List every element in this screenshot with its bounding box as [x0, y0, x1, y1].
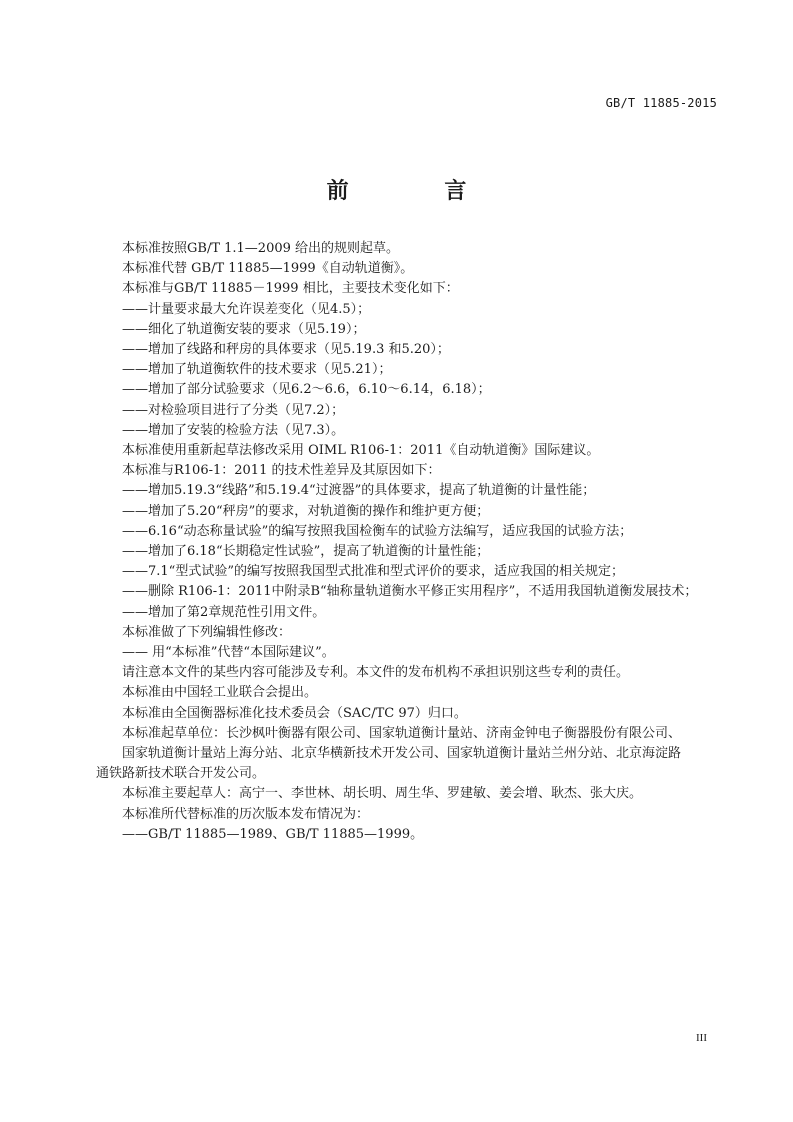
- standard-code: GB/T 11885-2015: [605, 96, 717, 110]
- paragraph: ——细化了轨道衡安装的要求（见5.19）；: [122, 321, 366, 337]
- paragraph: ——6.16“动态称量试验”的编写按照我国检衡车的试验方法编写，适应我国的试验方法；: [122, 523, 633, 539]
- paragraph: —— 用“本标准”代替“本国际建议”。: [122, 645, 335, 661]
- paragraph: 本标准所代替标准的历次版本发布情况为：: [122, 806, 370, 822]
- paragraph: 本标准与R106-1：2011 的技术性差异及其原因如下：: [122, 463, 441, 479]
- paragraph: ——GB/T 11885—1989、GB/T 11885—1999。: [122, 826, 424, 842]
- paragraph: ——增加了第2章规范性引用文件。: [122, 604, 326, 620]
- paragraph: 本标准由全国衡器标准化技术委员会（SAC/TC 97）归口。: [122, 705, 467, 721]
- page-title: 前 言: [326, 179, 511, 204]
- paragraph: 本标准使用重新起草法修改采用 OIML R106-1：2011《自动轨道衡》国际建议。: [122, 443, 600, 459]
- paragraph: ——对检验项目进行了分类（见7.2）；: [122, 402, 345, 418]
- paragraph: 本标准按照GB/T 1.1—2009 给出的规则起草。: [122, 241, 400, 256]
- paragraph: ——计量要求最大允许误差变化（见4.5）；: [122, 301, 371, 317]
- paragraph: 本标准由中国轻工业联合会提出。: [122, 685, 318, 701]
- paragraph: 本标准做了下列编辑性修改：: [122, 624, 292, 640]
- foreword-body: [96, 239, 716, 845]
- paragraph: ——删除 R106-1：2011中附录B“轴称量轨道衡水平修正实用程序”，不适用我国轨道衡发展技术；: [122, 584, 698, 600]
- paragraph: 通铁路新技术联合开发公司。: [96, 766, 266, 782]
- paragraph: ——增加了部分试验要求（见6.2～6.6，6.10～6.14，6.18）；: [122, 382, 491, 398]
- paragraph: ——增加了5.20“秤房”的要求，对轨道衡的操作和维护更方便；: [122, 503, 490, 519]
- paragraph: 本标准与GB/T 11885－1999 相比，主要技术变化如下：: [122, 281, 459, 297]
- paragraph: ——增加了线路和秤房的具体要求（见5.19.3 和5.20）；: [122, 342, 450, 358]
- paragraph: 本标准代替 GB/T 11885—1999《自动轨道衡》。: [122, 261, 414, 277]
- paragraph: 请注意本文件的某些内容可能涉及专利。本文件的发布机构不承担识别这些专利的责任。: [122, 665, 630, 681]
- paragraph: 本标准主要起草人：高宁一、李世林、胡长明、周生华、罗建敏、姜会增、耿杰、张大庆。: [122, 786, 643, 802]
- page-number: III: [696, 1032, 707, 1044]
- paragraph: ——增加了安装的检验方法（见7.3）。: [122, 422, 345, 438]
- paragraph: 国家轨道衡计量站上海分站、北京华横新技术开发公司、国家轨道衡计量站兰州分站、北京海淀路: [122, 746, 682, 762]
- paragraph: ——7.1“型式试验”的编写按照我国型式批准和型式评价的要求，适应我国的相关规定；: [122, 564, 624, 580]
- paragraph: 本标准起草单位：长沙枫叶衡器有限公司、国家轨道衡计量站、济南金钟电子衡器股份有限公司、: [122, 725, 682, 741]
- paragraph: ——增加5.19.3“线路”和5.19.4“过渡器”的具体要求，提高了轨道衡的计量性能；: [122, 483, 596, 499]
- paragraph: ——增加了轨道衡软件的技术要求（见5.21）；: [122, 362, 392, 378]
- paragraph: ——增加了6.18“长期稳定性试验”，提高了轨道衡的计量性能；: [122, 544, 490, 560]
